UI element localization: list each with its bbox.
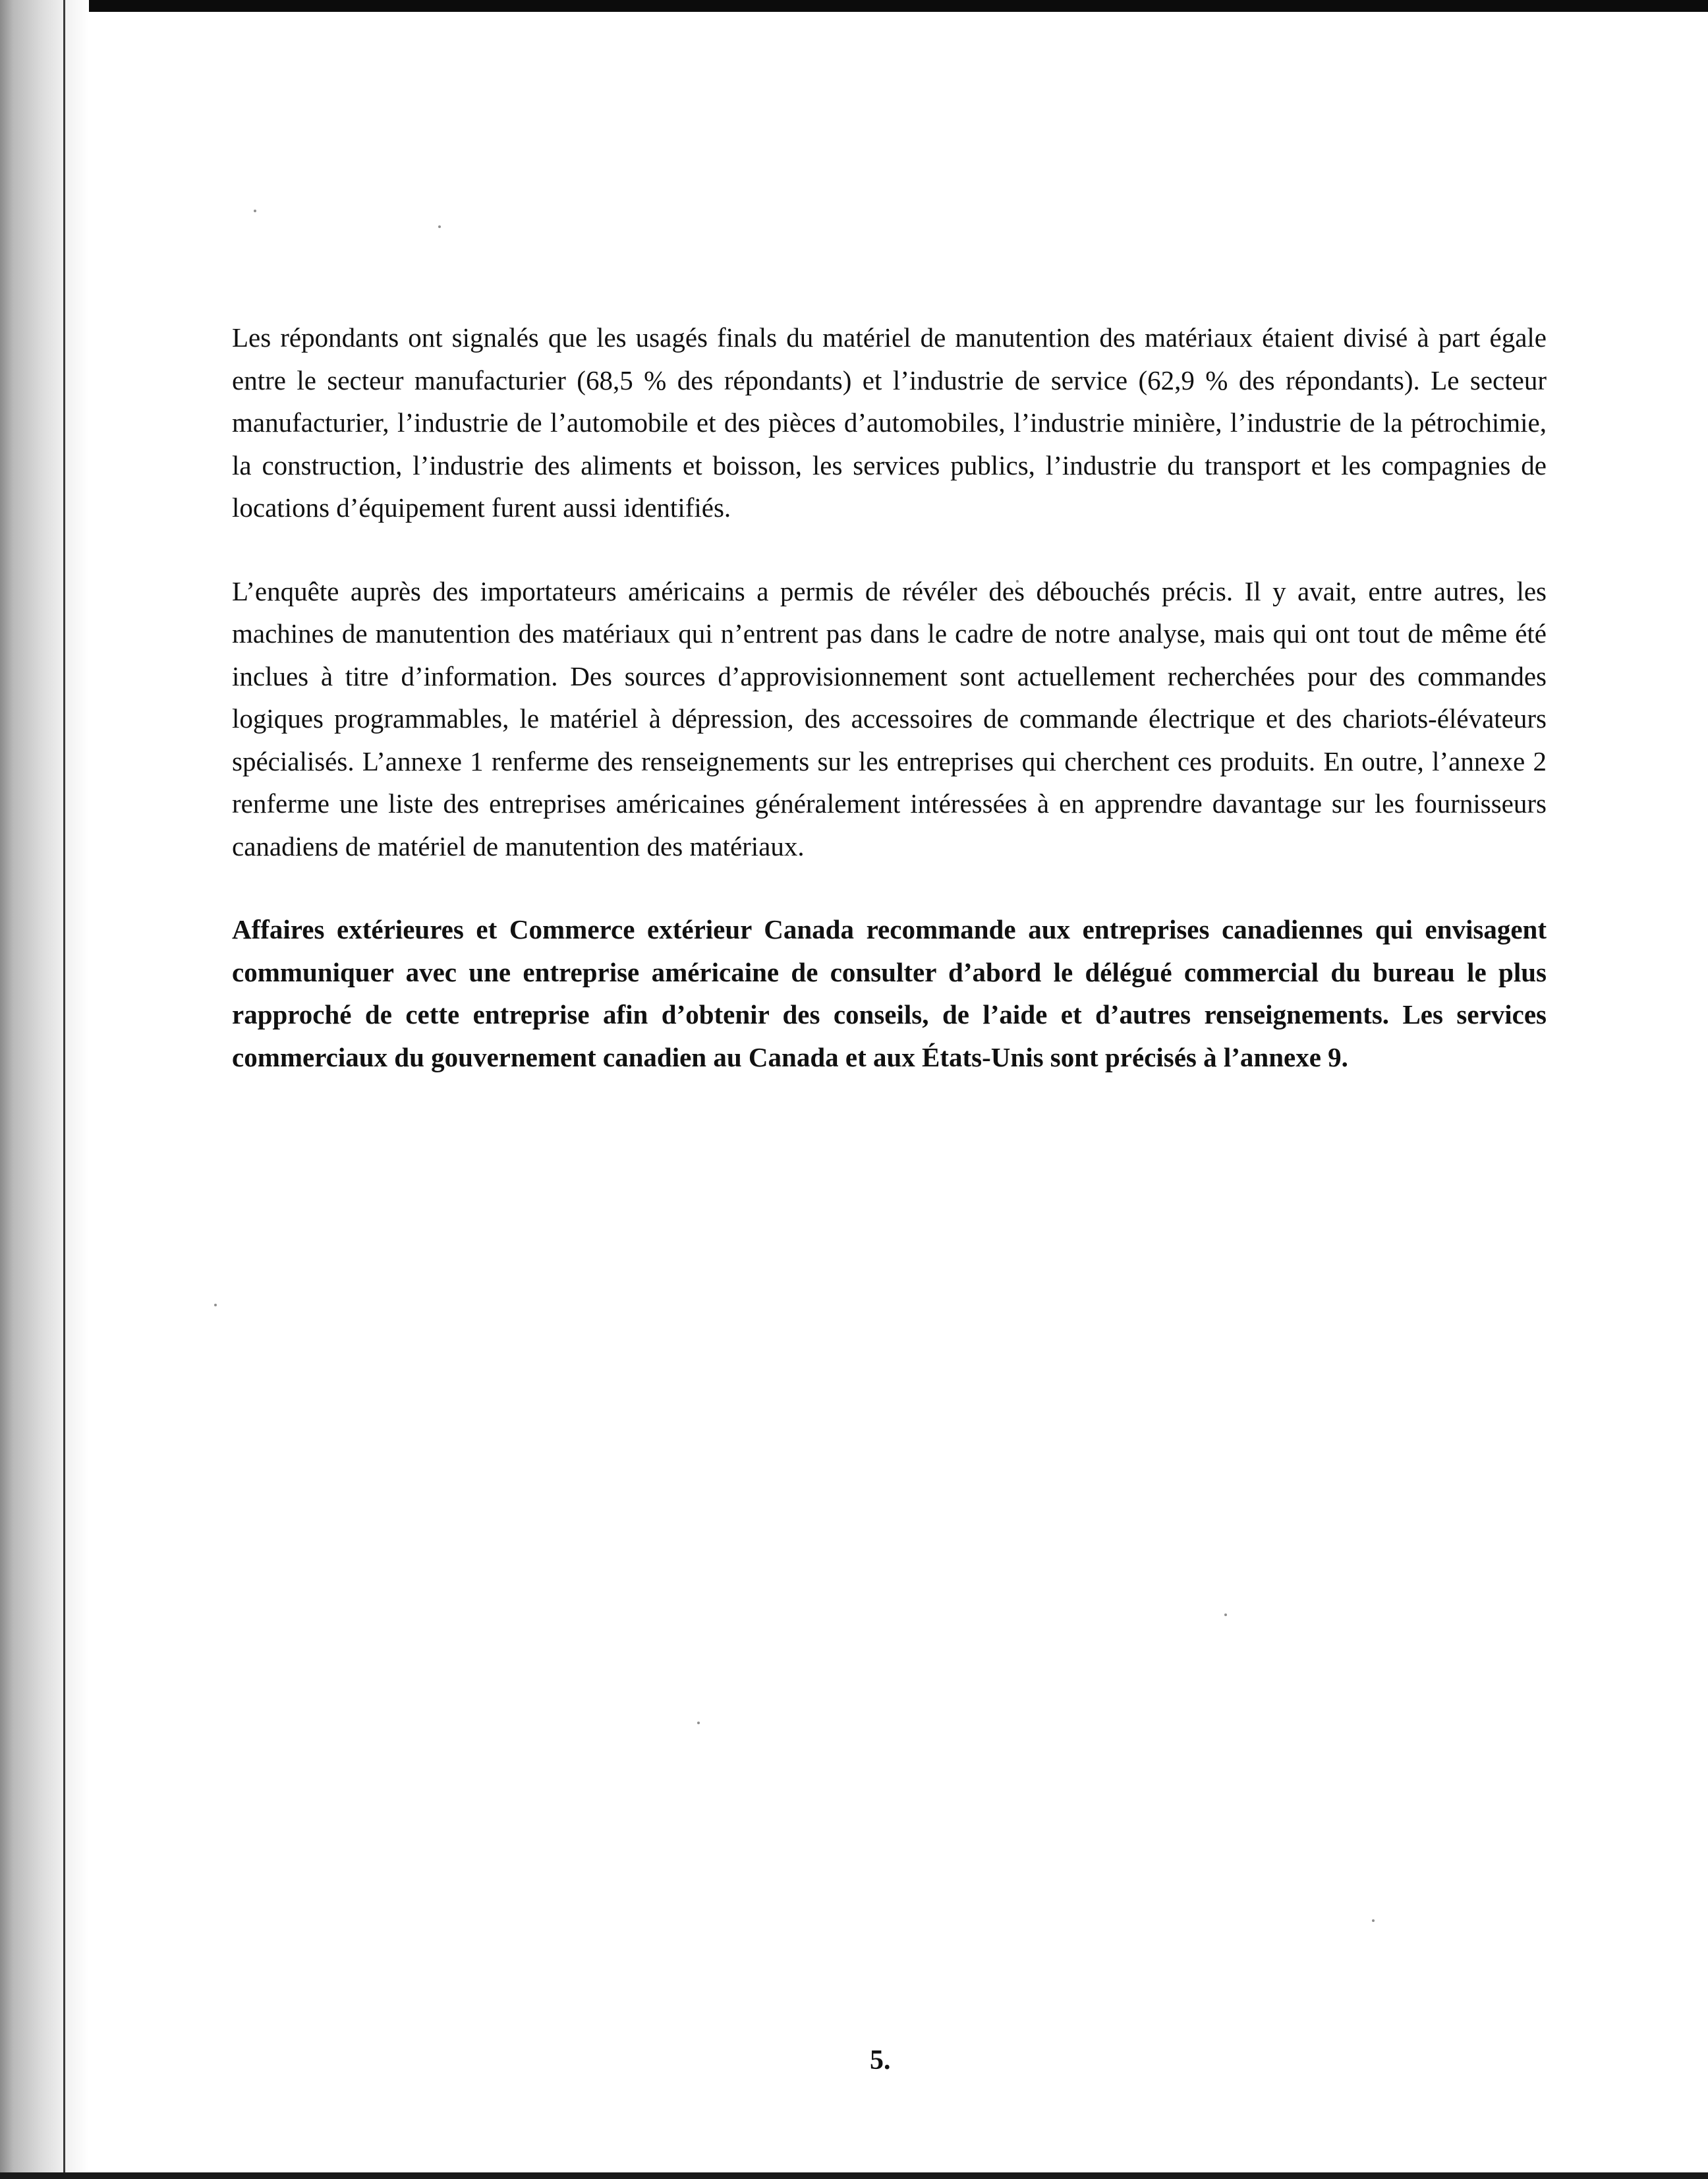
page-number: 5. xyxy=(870,2045,891,2076)
scan-speck xyxy=(1372,1919,1375,1922)
scan-top-border xyxy=(0,0,1708,12)
scan-speck xyxy=(254,210,256,212)
scan-speck xyxy=(697,1722,700,1724)
scan-bottom-border xyxy=(0,2172,1708,2179)
document-body xyxy=(232,316,1547,1119)
paragraph-survey-importers: L’enquête auprès des importateurs américains a permis de révéler des débouchés précis. Il y avait, entre autres, les machines de manutention des matériaux qui n’entrent pas dans le cadre de notre analyse, mais qui ont tout de même été inclues à titre d’information. Des sources d’approvisionnement sont actuellement recherchées pour des commandes logiques programmables, le matériel à dépression, des accessoires de commande électrique et des chariots-élévateurs spécialisés. L’annexe 1 renferme des renseignements sur les entreprises qui cherchent ces produits. En outre, l’annexe 2 renferme une liste des entreprises américaines généralement intéressées à en apprendre davantage sur les fournisseurs canadiens de matériel de manutention des matériaux. xyxy=(232,575,1547,861)
scan-speck xyxy=(438,225,441,228)
scan-speck xyxy=(1224,1613,1227,1616)
scan-binding-edge xyxy=(0,0,89,2179)
scan-speck xyxy=(214,1304,217,1306)
paragraph-respondents: Les répondants ont signalés que les usagés finals du matériel de manutention des matériaux étaient divisé à part égale entre le secteur manufacturier (68,5 % des répondants) et l’industrie de service (62,9 % des répondants). Le secteur manufacturier, l’industrie de l’automobile et des pièces d’automobiles, l’industrie minière, l’industrie de la pétrochimie, la construction, l’industrie des aliments et boisson, les services publics, l’industrie du transport et les compagnies de locations d’équipement furent aussi identifiés. xyxy=(232,322,1547,523)
paragraph-recommendation: Affaires extérieures et Commerce extérieur Canada recommande aux entreprises canadiennes qui envisagent communiquer avec une entreprise américaine de consulter d’abord le délégué commercial du bureau le plus rapproché de cette entreprise afin d’obtenir des conseils, de l’aide et d’autres renseignements. Les services commerciaux du gouvernement canadien au Canada et aux États-Unis sont précisés à l’annexe 9. xyxy=(232,914,1547,1072)
